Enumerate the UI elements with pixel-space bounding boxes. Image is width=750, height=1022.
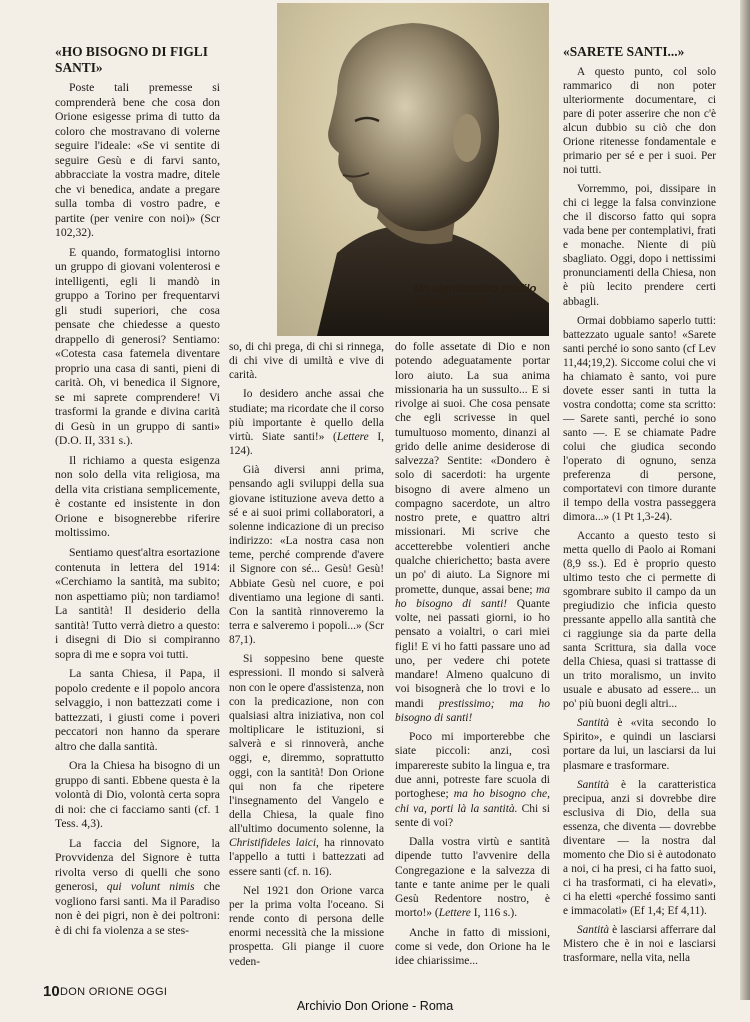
caption-line-2: di don Orione. xyxy=(414,296,491,308)
paragraph: Ora la Chiesa ha bisogno di un gruppo di santi. Ebbene questa è la volontà di Dio, volontà certa sopra di noi: che ci facciamo santi (cf. 1 Tess. 4,3). xyxy=(55,759,220,831)
text-column-2 xyxy=(229,340,384,974)
portrait-photo xyxy=(277,3,549,336)
paragraph: Poste tali premesse si comprenderà bene che cosa don Orione esigesse prima di tutto da coloro che mostravano di volerne seguire l'ideale: «Se vi sentite di seguire Gesù e di farvi santo, abbracciate la vostra madre, ditele che vi benedica, andate a pregare sulla tomba di vostro padre, e partite (per venire con noi)» (Scr 102,32). xyxy=(55,81,220,240)
magazine-name: DON ORIONE OGGI xyxy=(60,986,168,998)
page-edge-shadow xyxy=(740,0,750,1000)
paragraph: Santità è lasciarsi afferrare dal Mistero che è in noi e lasciarsi trasformare, nella vita, nella xyxy=(563,923,716,964)
paragraph: Accanto a questo testo si metta quello di Paolo ai Romani (8,9 ss.). Ed è proprio questo ultimo testo che ci permette di sgombrare subito il campo da un pregiudizio che inficia questo pressante appello alla santità che ci raggiunge sia da parte della santa Scrittura, sia dalla voce della Chiesa, quasi si trattasse di un trito moralismo, un invito usuale e abusato ad essere... un po' più buoni degli altri... xyxy=(563,530,716,711)
paragraph: do folle assetate di Dio e non potendo adeguatamente portar loro aiuto. La sua anima missionaria ha un sussulto... E si rivolge ai suoi. Che cosa pensate che egli scrivesse in quel tumultuoso momento, dinanzi al grido delle anime desiderose di salvezza? Sentite: «Dondero è solo di sacerdoti: ha urgente bisogno di avere almeno un compagno sacerdote, un altro nostro prete, e quattro altri missionari. Mi scrive che accetterebbe volentieri anche qualche chierichetto; basta avere un po' di aiuto. La Signore mi promette, dunque, assai bene; ma ho bisogno di santi! Quante volte, nei passati giorni, io ho pensato a voialtri, o cari miei figli! E vi ho fatti passare uno ad uno, per vedere chi potete mandare! Almeno qualcuno di voi bisognerà che lo trovi e lo mandi prestissimo; ma ho bisogno di santi! xyxy=(395,341,550,724)
paragraph: Si soppesino bene queste espressioni. Il mondo si salverà non con le opere d'assistenza, non con la predicazione, non con qualsiasi altra iniziativa, non col moltiplicare le istituzioni, si salverà e si rinnoverà, anche oggi, e, diremmo, soprattutto oggi, con la santità! Don Orione qui non fa che ripetere l'insegnamento del Vangelo e della Chiesa, la quale fino all'ultimo documento solenne, la Christifideles laici, ha rinnovato l'appello a tutti i battezzati ad essere santi (cf. n. 16). xyxy=(229,653,384,878)
paragraph: Sentiamo quest'altra esortazione contenuta in lettera del 1914: «Cerchiamo la santità, ma subito; non aspettiamo più; non tardiamo! La santità! Il desiderio della santità! Tutto verrà dietro a questo: i disegni di Dio si compiranno sopra di me e sopra voi tutti. xyxy=(55,545,220,661)
paragraph: Santità è «vita secondo lo Spirito», e quindi un lasciarsi portare da lui, un lasciarsi da lui plasmare e trasformare. xyxy=(563,717,716,772)
paragraph: La santa Chiesa, il Papa, il popolo credente e il popolo ancora selvaggio, i non battezzati come i battezzati, i giusti come i poveri peccatori non hanno da sperare altro che dalla santità. xyxy=(55,667,220,753)
paragraph: Dalla vostra virtù e santità dipende tutto l'avvenire della Congregazione e la salvezza di tante e tante anime per le quali Gesù Redentore nostro, è morto!» (Lettere I, 116 s.). xyxy=(395,836,550,920)
paragraph: Poco mi importerebbe che siate piccoli: anzi, così imparereste subito la lingua e, tra due anni, potreste fare scuola di portoghese; ma ho bisogno che, chi va, porti là la santità. Chi si sente di voi? xyxy=(395,731,551,829)
paragraph: Già diversi anni prima, pensando agli sviluppi della sua giovane istituzione aveva detto a sé e ai suoi primi collaboratori, a solenne indicazione di un preciso indirizzo: «La nostra casa non teme, perché comprende d'avere il Signore con sé... Gesù! Gesù! Abbiate Gesù nel cuore, e poi diventiamo una legione di santi. Con la santità rinnoveremo la terra e salveremo i popoli...» (Scr 87,1). xyxy=(229,464,384,647)
paragraph: Nel 1921 don Orione varca per la prima volta l'oceano. Si rende conto di persona delle enormi necessità che la missione prospetta. Gli piange il cuore veden- xyxy=(229,884,384,968)
paragraph: E quando, formatoglisi intorno un gruppo di giovani volenterosi e intelligenti, egli li mandò in gruppo a Torino per frequentarvi gli studi superiori, che cosa pensate che chiedesse a questo drappello di generosi? Sentiamo: «Cotesta casa fatemela diventare proprio una casa di santi, pieni di carità. Oh, vi benedica il Signore, se mi saprete comprendere! Vi trasformi la grande e divina carità di Gesù in un gruppo di santi» (D.O. II, 331 s.). xyxy=(55,245,220,448)
text-column-4 xyxy=(563,44,716,970)
photo-caption xyxy=(414,283,542,309)
section-heading-figli-santi: «HO BISOGNO DI FIGLI SANTI» xyxy=(55,44,208,75)
section-heading-sarete-santi: «SARETE SANTI...» xyxy=(563,44,685,59)
paragraph: Vorremmo, poi, dissipare in chi ci legge la falsa convinzione che il discorso fatto qui sopra vada bene per contemplativi, frati e monache. Niente di più sbagliato. Oggi, dopo i nettissimi pronunciamenti della Chiesa, non è più lecito prendere certi abbagli. xyxy=(563,183,716,308)
archive-credit: Archivio Don Orione - Roma xyxy=(296,999,454,1013)
page-number: 10 xyxy=(43,983,60,1000)
paragraph: La faccia del Signore, la Provvidenza del Signore è tutta rivolta verso di quelli che sono generosi, qui volunt nimis che vogliono farsi santi. Ma il Paradiso non è dei pigri, non è dei poltroni: è di chi fa violenza a se stes- xyxy=(55,836,221,937)
paragraph: Ormai dobbiamo saperlo tutti: battezzato uguale santo! «Sarete santi perché io sono santo (cf Lev 11,44;19,2). Siccome colui che vi ha chiamato è santo, voi pure dovete esser santi in tutta la vostra condotta; come sta scritto: — Sarete santi, perché io sono santo —. E se chiamate Padre colui che giudica secondo l'operato di ognuno, senza preferenza di persone, comportatevi con timore durante il tempo della vostra passeggera dimora...» (1 Pt 1,3-24). xyxy=(563,314,716,523)
paragraph: Io desidero anche assai che studiate; ma ricordate che il corso più importante è quello della virtù. Siate santi!» (Lettere I, 124). xyxy=(229,388,384,458)
text-column-1 xyxy=(55,44,220,943)
text-column-3 xyxy=(395,340,550,973)
paragraph: Il richiamo a questa esigenza non solo della vita religiosa, ma della vita cristiana semplicemente, è costante ed insistente in don Orione e bisognerebbe riferire moltissimo. xyxy=(55,453,220,540)
paragraph: Santità è la caratteristica precipua, anzi si dovrebbe dire esclusiva di Dio, della sua essenza, che diventa — dovrebbe diventare — la nostra dal momento che Dio si è autodonato a noi, ci ha presi, ci ha fatto suoi, ci ha trasformati, ci ha elevati», ci ha eletti «perché fossimo santi e immacolati» (Ef 1,4; Ef 4,11). xyxy=(563,778,716,917)
paragraph: so, di chi prega, di chi si rinnega, di chi vive di umiltà e vive di carità. xyxy=(229,341,384,382)
paragraph: Anche in fatto di missioni, come si vede, don Orione ha le idee chiarissime... xyxy=(395,926,550,968)
paragraph: A questo punto, col solo rammarico di non poter ulteriormente documentare, ci pare di poter asserire che non c'è alcun dubbio su ciò che don Orione ritenesse fondamentale e primario per sé e per i suoi. Per noi tutti. xyxy=(563,66,716,177)
caption-line-1: Un significativo profilo xyxy=(414,283,537,295)
